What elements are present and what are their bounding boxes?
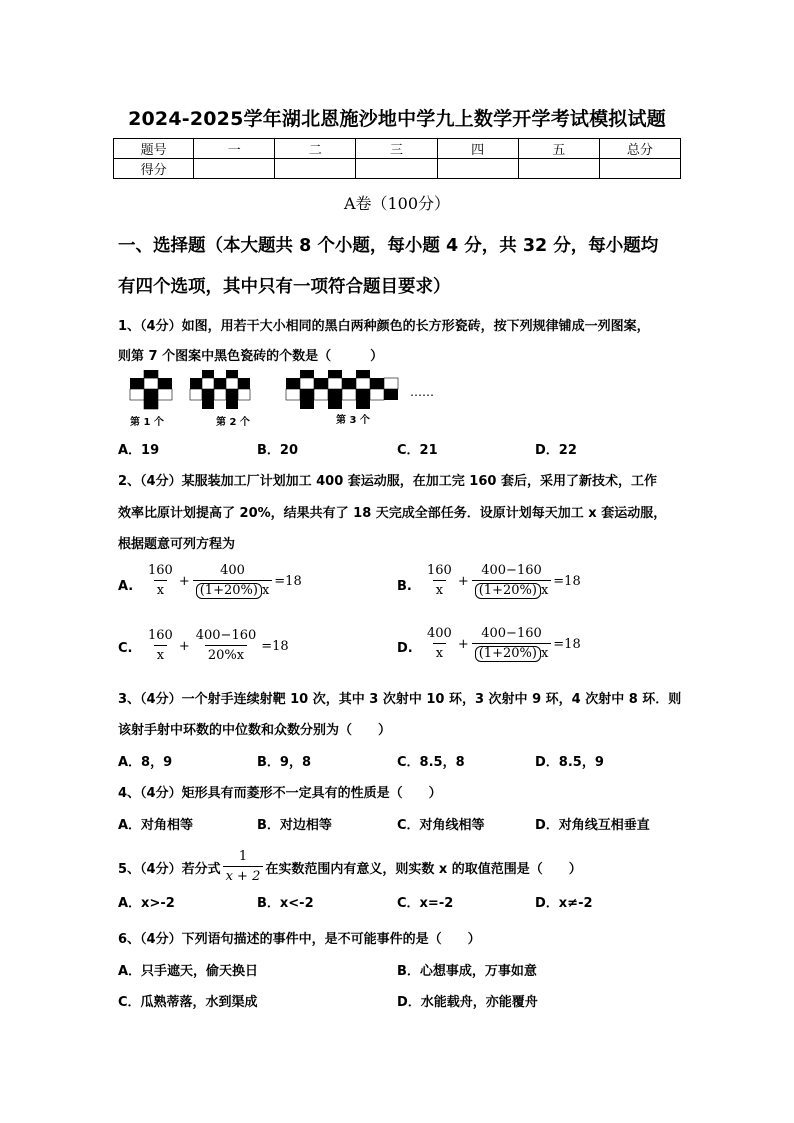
q2-option-a-label: A. <box>118 579 134 594</box>
fraction <box>472 563 552 599</box>
denominator: 20%x <box>205 645 247 664</box>
score-cell-1 <box>194 159 275 179</box>
col-header-5: 五 <box>518 139 599 159</box>
numerator: 1 <box>238 849 248 864</box>
q2-option-d-equation <box>422 626 581 662</box>
q1-option-d: D．22 <box>535 443 577 458</box>
q2-text-line3: 根据题意可列方程为 <box>118 537 236 552</box>
col-header-2: 二 <box>275 139 356 159</box>
numerator: 400−160 <box>195 628 257 643</box>
q4-option-b: B．对边相等 <box>257 818 332 833</box>
q4-text-line1: 4、（4分）矩形具有而菱形不一定具有的性质是（ ） <box>118 786 442 801</box>
q3-option-a: A．8，9 <box>118 755 173 770</box>
fraction <box>193 628 260 664</box>
page-title: 2024-2025学年湖北恩施沙地中学九上数学开学考试模拟试题 <box>128 108 666 130</box>
q3-text-line1: 3、（4分）一个射手连续射靶 10 次，其中 3 次射中 10 环，3 次射中 9 环，4 次射中 8 环．则 <box>118 692 682 707</box>
fraction <box>472 626 552 662</box>
equals-value: =18 <box>553 573 581 589</box>
denominator <box>472 643 552 662</box>
q6-option-a: A．只手遮天，偷天换日 <box>118 964 259 979</box>
numerator: 160 <box>148 628 173 643</box>
q2-option-a-equation <box>143 563 302 599</box>
score-table-score-row <box>114 159 681 179</box>
fraction <box>193 563 273 599</box>
col-header-3: 三 <box>356 139 437 159</box>
q2-text-line2: 效率比原计划提高了 20%，结果共有了 18 天完成全部任务．设原计划每天加工 x 套运动服， <box>118 506 667 521</box>
part1-heading-line1: 一、选择题（本大题共 8 个小题，每小题 4 分，共 32 分，每小题均 <box>118 236 659 256</box>
q2-option-c-equation <box>143 628 289 664</box>
denominator <box>472 580 552 599</box>
q3-text-line2: 该射手射中环数的中位数和众数分别为（ ） <box>118 723 392 738</box>
q5-option-d: D．x≠-2 <box>535 896 593 911</box>
q4-option-d: D．对角线互相垂直 <box>535 818 650 833</box>
equals-value: =18 <box>274 573 302 589</box>
q5-option-a: A．x>-2 <box>118 896 175 911</box>
q6-text-line1: 6、（4分）下列语句描述的事件中，是不可能事件的是（ ） <box>118 932 481 947</box>
q1-option-b: B．20 <box>257 443 298 458</box>
denominator: x <box>154 645 167 664</box>
q6-option-b: B．心想事成，万事如意 <box>397 964 537 979</box>
equals-value: =18 <box>261 638 289 654</box>
fraction <box>424 626 455 662</box>
score-cell-5 <box>518 159 599 179</box>
q3-option-b: B．9，8 <box>257 755 311 770</box>
q6-option-d: D．水能载舟，亦能覆舟 <box>397 995 538 1010</box>
q2-text-line1: 2、（4分）某服装加工厂计划加工 400 套运动服，在加工完 160 套后，采用了新技术，工作 <box>118 474 657 489</box>
part1-heading-line2: 有四个选项，其中只有一项符合题目要求） <box>118 277 451 297</box>
q3-option-d: D．8.5，9 <box>535 755 604 770</box>
q1-text-line2: 则第 7 个图案中黑色瓷砖的个数是（ ） <box>118 349 384 364</box>
col-header-total: 总分 <box>599 139 680 159</box>
q2-option-b-label: B. <box>397 579 412 594</box>
denominator: x + 2 <box>223 866 264 885</box>
q5-option-c: C．x=-2 <box>397 896 454 911</box>
figure-label-1: 第 1 个 <box>130 417 164 428</box>
col-header-4: 四 <box>437 139 518 159</box>
q5-text-line1 <box>118 849 582 885</box>
paren-group: (1+20%) <box>475 583 541 599</box>
q2-option-d-label: D. <box>397 641 413 656</box>
q3-option-c: C．8.5，8 <box>397 755 465 770</box>
figure-label-2: 第 2 个 <box>216 417 250 428</box>
numerator: 400−160 <box>481 563 542 578</box>
denominator: x <box>433 580 446 599</box>
q1-option-c: C．21 <box>397 443 438 458</box>
denominator: x <box>154 580 167 599</box>
q1-option-a: A．19 <box>118 443 160 458</box>
q2-option-b-equation <box>422 563 581 599</box>
score-cell-total <box>599 159 680 179</box>
row-header-score: 得分 <box>114 159 194 179</box>
q1-tile-figure <box>128 370 448 430</box>
fraction <box>424 563 455 599</box>
q2-option-c-label: C. <box>118 641 133 656</box>
q4-option-c: C．对角线相等 <box>397 818 485 833</box>
plus-sign: + <box>178 573 190 589</box>
q5-option-b: B．x<-2 <box>257 896 314 911</box>
paren-group: (1+20%) <box>196 583 262 599</box>
numerator: 400 <box>427 626 452 641</box>
denominator <box>193 580 273 599</box>
q6-option-c: C．瓜熟蒂落，水到渠成 <box>118 995 258 1010</box>
fraction <box>145 563 176 599</box>
q5-suffix: 在实数范围内有意义，则实数 x 的取值范围是（ ） <box>265 861 582 877</box>
numerator: 400−160 <box>481 626 542 641</box>
variable-x: x <box>540 583 549 598</box>
row-header-question-number: 题号 <box>114 139 194 159</box>
variable-x: x <box>540 646 549 661</box>
score-cell-3 <box>356 159 437 179</box>
paren-group: (1+20%) <box>475 646 541 662</box>
score-cell-2 <box>275 159 356 179</box>
fraction <box>145 628 176 664</box>
col-header-1: 一 <box>194 139 275 159</box>
figure-ellipsis: …… <box>410 385 434 399</box>
q4-option-a: A．对角相等 <box>118 818 194 833</box>
variable-x: x <box>261 583 270 598</box>
q1-text-line1: 1、（4分）如图，用若干大小相同的黑白两种颜色的长方形瓷砖，按下列规律铺成一列图案， <box>118 319 650 334</box>
figure-label-3: 第 3 个 <box>336 415 370 426</box>
score-table-header-row <box>114 139 681 159</box>
plus-sign: + <box>457 573 469 589</box>
numerator: 400 <box>220 563 245 578</box>
pattern-2 <box>190 370 250 409</box>
score-table <box>113 138 681 179</box>
numerator: 160 <box>427 563 452 578</box>
q5-fraction <box>223 849 264 885</box>
plus-sign: + <box>457 636 469 652</box>
q5-prefix: 5、（4分）若分式 <box>118 861 221 877</box>
section-a-heading: A卷（100分） <box>343 194 451 213</box>
equals-value: =18 <box>553 636 581 652</box>
denominator: x <box>433 643 446 662</box>
score-cell-4 <box>437 159 518 179</box>
plus-sign: + <box>178 638 190 654</box>
numerator: 160 <box>148 563 173 578</box>
pattern-1 <box>130 370 172 409</box>
pattern-3 <box>286 370 398 409</box>
